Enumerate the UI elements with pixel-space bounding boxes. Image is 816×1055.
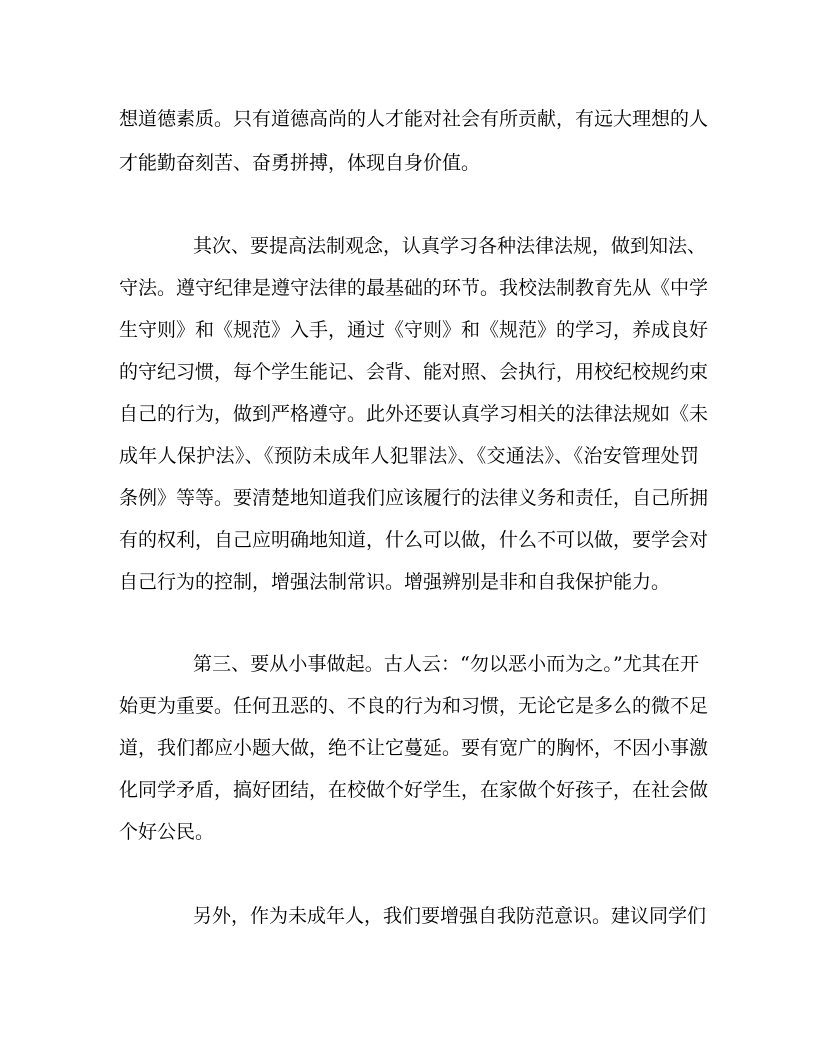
text-line: 自己的行为，做到严格遵守。此外还要认真学习相关的法律法规如《未	[119, 403, 709, 425]
text-line: 的守纪习惯，每个学生能记、会背、能对照、会执行，用校纪校规约束	[119, 361, 709, 383]
text-line: 条例》等等。要清楚地知道我们应该履行的法律义务和责任，自己所拥	[119, 487, 709, 509]
text-line: 第三、要从小事做起。古人云：“勿以恶小而为之。”尤其在开	[193, 653, 699, 675]
text-line: 自己行为的控制，增强法制常识。增强辨别是非和自我保护能力。	[119, 571, 671, 593]
text-line: 守法。遵守纪律是遵守法律的最基础的环节。我校法制教育先从《中学	[119, 277, 709, 299]
text-line: 才能勤奋刻苦、奋勇拼搏，体现自身价值。	[119, 152, 481, 174]
text-line: 生守则》和《规范》入手，通过《守则》和《规范》的学习，养成良好	[119, 319, 709, 341]
text-line: 另外，作为未成年人，我们要增强自我防范意识。建议同学们	[193, 905, 707, 927]
text-line: 其次、要提高法制观念，认真学习各种法律法规，做到知法、	[193, 235, 707, 257]
text-line: 道，我们都应小题大做，绝不让它蔓延。要有宽广的胸怀，不因小事激	[119, 737, 709, 759]
text-line: 个好公民。	[119, 821, 215, 843]
text-line: 想道德素质。只有道德高尚的人才能对社会有所贡献，有远大理想的人	[119, 108, 709, 130]
text-line: 化同学矛盾，搞好团结，在校做个好学生，在家做个好孩子，在社会做	[119, 779, 709, 801]
text-line: 有的权利，自己应明确地知道，什么可以做，什么不可以做，要学会对	[119, 529, 709, 551]
text-line: 成年人保护法》、《预防未成年人犯罪法》、《交通法》、《治安管理处罚	[119, 445, 699, 467]
text-line: 始更为重要。任何丑恶的、不良的行为和习惯，无论它是多么的微不足	[119, 695, 709, 717]
